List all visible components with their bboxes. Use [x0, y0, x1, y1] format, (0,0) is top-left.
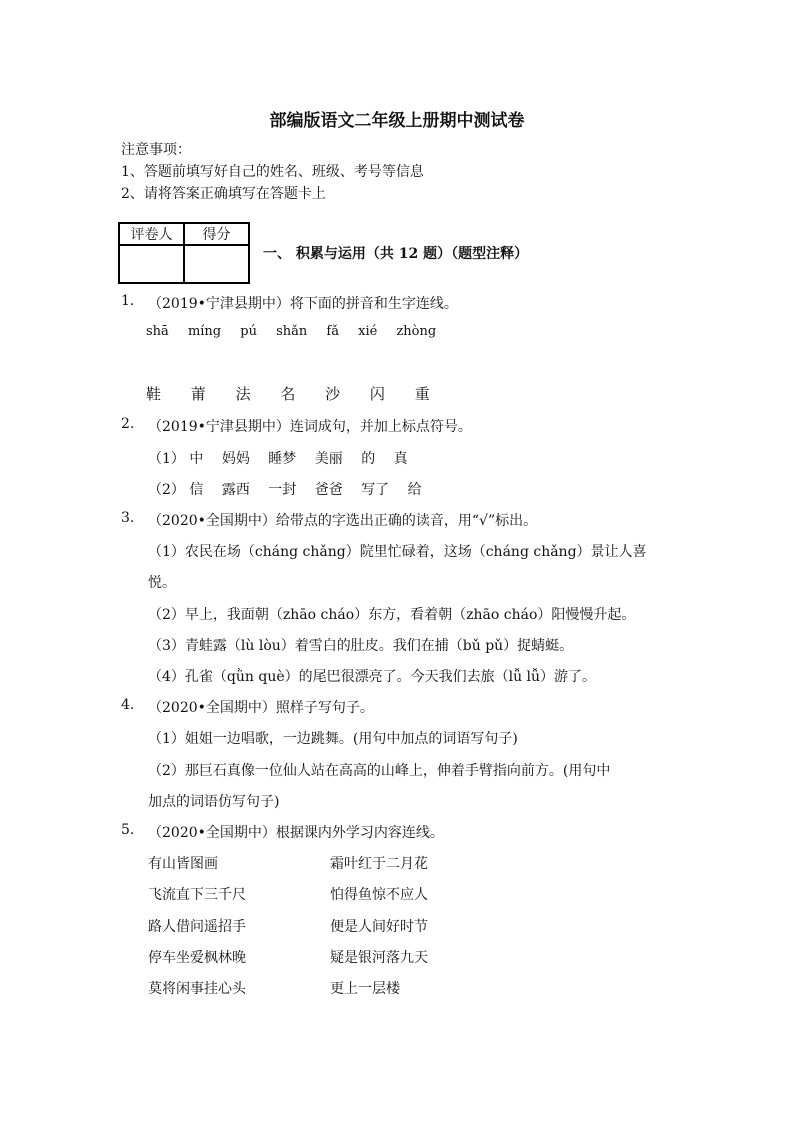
- question-line: 悦。: [148, 575, 176, 591]
- word: 妈妈: [221, 451, 250, 467]
- word-order-line: [148, 479, 436, 499]
- character-item: 鞋: [146, 385, 162, 403]
- match-right-item: 便是人间好时节: [330, 919, 428, 935]
- question-line: （2）早上，我面朝（zhāo cháo）东方，看着朝（zhāo cháo）阳慢慢升起。: [148, 607, 636, 623]
- word-order-line: [148, 448, 422, 468]
- word: 一封: [268, 482, 297, 498]
- word: 美丽: [314, 451, 343, 467]
- grader-cell[interactable]: [119, 245, 184, 283]
- question-number: 1.: [121, 293, 135, 309]
- pinyin-row: [146, 324, 451, 339]
- score-header: 得分: [184, 223, 249, 245]
- notice-item: 1、答题前填写好自己的姓名、班级、考号等信息: [121, 164, 424, 180]
- match-left-item: 莫将闲事挂心头: [148, 981, 246, 997]
- pinyin-item: shā: [146, 324, 169, 339]
- grader-header: 评卷人: [119, 223, 184, 245]
- match-left-item: 停车坐爱枫林晚: [148, 950, 246, 966]
- line-label: （1）: [148, 451, 185, 467]
- score-cell[interactable]: [184, 245, 249, 283]
- line-label: （2）: [148, 482, 185, 498]
- pinyin-item: xié: [358, 324, 378, 339]
- question-text: （2020•全国期中）给带点的字选出正确的读音，用“√”标出。: [148, 513, 538, 529]
- question-line: （3）青蛙露（lù lòu）着雪白的肚皮。我们在捕（bǔ pǔ）捉蜻蜓。: [148, 638, 574, 654]
- word: 爸爸: [314, 482, 343, 498]
- question-line: （1）姐姐一边唱歌，一边跳舞。(用句中加点的词语写句子): [148, 731, 518, 747]
- character-item: 法: [235, 385, 251, 403]
- word: 写了: [361, 482, 390, 498]
- question-text: （2019•宁津县期中）将下面的拼音和生字连线。: [148, 296, 458, 312]
- question-number: 2.: [121, 416, 135, 432]
- character-item: 闪: [369, 385, 385, 403]
- match-left-item: 有山皆图画: [148, 856, 218, 872]
- match-right-item: 疑是银河落九天: [330, 950, 428, 966]
- notice-item: 2、请将答案正确填写在答题卡上: [121, 186, 326, 202]
- word: 露西: [221, 482, 250, 498]
- pinyin-item: shǎn: [276, 324, 308, 339]
- word: 的: [361, 451, 376, 467]
- pinyin-item: pú: [240, 324, 257, 339]
- match-right-item: 更上一层楼: [330, 981, 400, 997]
- characters-row: [146, 383, 455, 404]
- question-text: （2019•宁津县期中）连词成句，并加上标点符号。: [148, 419, 472, 435]
- character-item: 沙: [325, 385, 341, 403]
- question-text: （2020•全国期中）照样子写句子。: [148, 700, 374, 716]
- question-line: 加点的词语仿写句子): [148, 794, 280, 810]
- word: 信: [189, 482, 204, 498]
- pinyin-item: zhòng: [396, 324, 437, 339]
- notice-heading: 注意事项：: [121, 142, 191, 158]
- question-number: 3.: [121, 510, 135, 526]
- pinyin-item: fǎ: [326, 324, 339, 339]
- word: 中: [189, 451, 204, 467]
- question-number: 5.: [121, 822, 135, 838]
- question-number: 4.: [121, 697, 135, 713]
- character-item: 名: [280, 385, 296, 403]
- character-item: 重: [414, 385, 430, 403]
- word: 睡梦: [268, 451, 297, 467]
- word: 给: [407, 482, 422, 498]
- question-line: （4）孔雀（qǜn què）的尾巴很漂亮了。今天我们去旅（lǚ lǚ）游了。: [148, 669, 597, 685]
- match-right-item: 霜叶红于二月花: [330, 856, 428, 872]
- section-heading: 一、 积累与运用（共 12 题）（题型注释）: [263, 246, 529, 262]
- pinyin-item: míng: [187, 324, 222, 339]
- score-table: [118, 222, 250, 284]
- match-right-item: 怕得鱼惊不应人: [330, 887, 428, 903]
- question-text: （2020•全国期中）根据课内外学习内容连线。: [148, 825, 444, 841]
- page-title: 部编版语文二年级上册期中测试卷: [269, 111, 525, 131]
- question-line: （2）那巨石真像一位仙人站在高高的山峰上，伸着手臂指向前方。(用句中: [148, 763, 611, 779]
- character-item: 莆: [190, 385, 206, 403]
- match-left-item: 飞流直下三千尺: [148, 887, 246, 903]
- question-line: （1）农民在场（cháng chǎng）院里忙碌着，这场（cháng chǎng）景让人喜: [148, 544, 647, 560]
- match-left-item: 路人借问遥招手: [148, 919, 246, 935]
- word: 真: [393, 451, 408, 467]
